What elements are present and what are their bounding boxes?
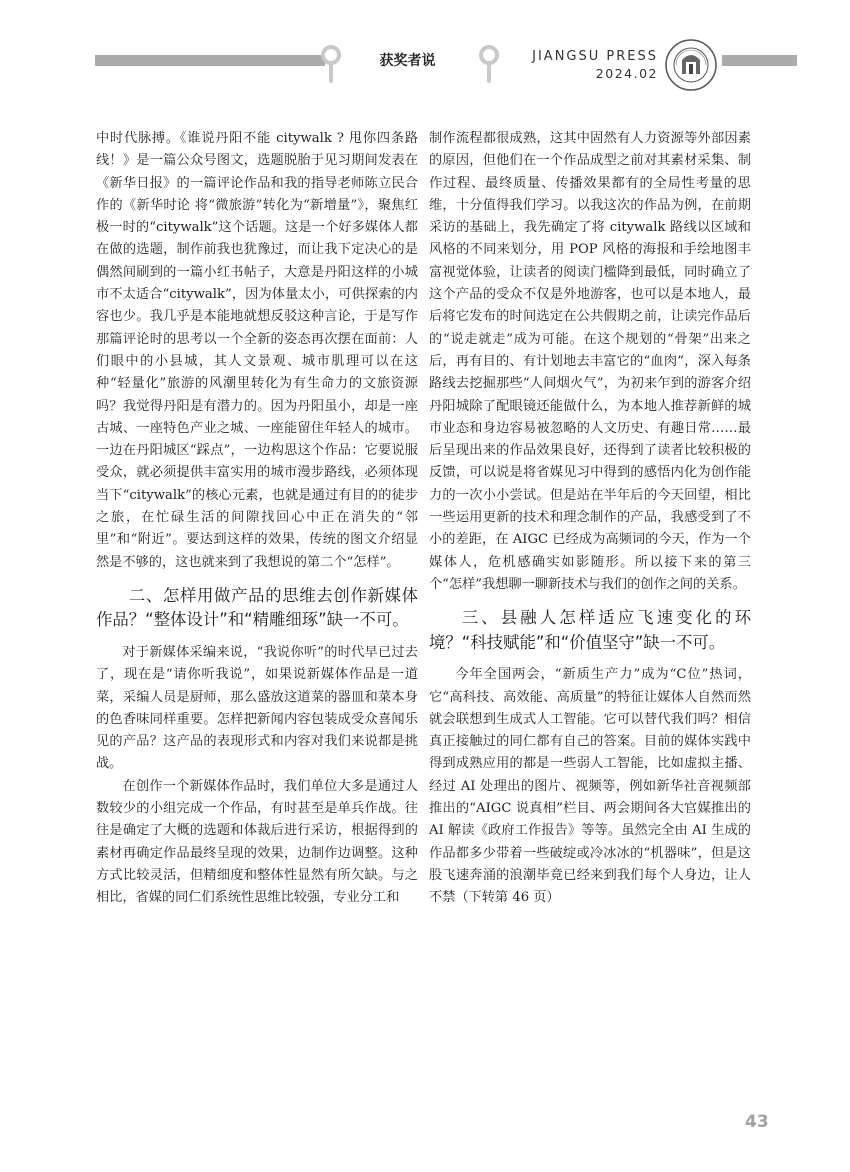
jiangsu-press-logo [664, 38, 718, 92]
header-bar-right [722, 55, 797, 66]
body-paragraph: 中时代脉搏。《谁说丹阳不能 citywalk ? 甩你四条路线！》是一篇公众号图文，选题脱胎于见习期间发表在《新华日报》的一篇评论作品和我的指导老师陈立民合作的《新华时论 将“微旅游”转化为“新增量”》，聚焦红极一时的“citywalk”这个话题。这是一个好多媒体人都在做的选题，制作前我也犹豫过，而让我下定决心的是偶然间刷到的一篇小红书帖子，大意是丹阳这样的小城市不太适合“citywalk”，因为体量太小，可供探索的内容也少。我几乎是本能地就想反驳这种言论，于是写作那篇评论时的思考以一个全新的姿态再次摆在面前：人们眼中的小县城，其人文景观、城市肌理可以在这种“轻量化”旅游的风潮里转化为有生命力的文旅资源吗？我觉得丹阳是有潜力的。因为丹阳虽小，却是一座古城、一座特色产业之城、一座能留住年轻人的城市。一边在丹阳城区“踩点”，一边构思这个作品：它要说服受众，就必须提供丰富实用的城市漫步路线，必须体现当下“citywalk”的核心元素，也就是通过有目的的徒步之旅，在忙碌生活的间隙找回心中正在消失的“邻里”和“附近”。要达到这样的效果，传统的图文介绍显然是不够的，这也就来到了我想说的第二个“怎样”。 [96, 131, 418, 570]
issue-number: 2024.02 [595, 66, 658, 81]
section-heading: 三、县融人怎样适应飞速变化的环境？“科技赋能”和“价值坚守”缺一不可。 [429, 608, 751, 652]
body-paragraph: 今年全国两会，“新质生产力”成为“C位”热词，它“高科技、高效能、高质量”的特征让媒体人自然而然就会联想到生成式人工智能。它可以替代我们吗？相信真正接触过的同仁都有自己的答案。目前的媒体实践中得到成熟应用的都是一些弱人工智能，比如虚拟主播、经过 AI 处理出的图片、视频等，例如新华社音视频部推出的“AIGC 说真相”栏目、两会期间各大官媒推出的 AI 解读《政府工作报告》等等。虽然完全由 AI 生成的作品都多少带着一些破绽或冷冰冰的“机器味”，但是这股飞速奔涌的浪潮毕竟已经来到我们每个人身边，让人不禁（下转第 46 页） [429, 667, 751, 906]
location-pin-icon [320, 44, 342, 84]
body-paragraph: 制作流程都很成熟，这其中固然有人力资源等外部因素的原因，但他们在一个作品成型之前对其素材采集、制作过程、最终质量、传播效果都有的全局性考量的思维，十分值得我们学习。以我这次的作品为例，在前期采访的基础上，我先确定了将 citywalk 路线以区域和风格的不同来划分，用 POP 风格的海报和手绘地图丰富视觉体验，让读者的阅读门槛降到最低，同时确立了这个产品的受众不仅是外地游客，也可以是本地人，最后将它发布的时间选定在公共假期之前，让读完作品后的“说走就走”成为可能。在这个规划的“骨架”出来之后，再有目的、有计划地去丰富它的“血肉”，深入每条路线去挖掘那些“人间烟火气”，为初来乍到的游客介绍丹阳城除了配眼镜还能做什么，为本地人推荐新鲜的城市业态和身边容易被忽略的人文历史、有趣日常……最后呈现出来的作品效果良好，还得到了读者比较积极的反馈，可以说是将省媒见习中得到的感悟内化为创作能力的一次小小尝试。但是站在半年后的今天回望，相比一些运用更新的技术和理念制作的产品，我感受到了不小的差距，在 AIGC 已经成为高频词的今天，作为一个媒体人，危机感确实如影随形。所以接下来的第三个“怎样”我想聊一聊新技术与我们的创作之间的关系。 [429, 131, 751, 592]
page-number: 43 [745, 1112, 769, 1132]
body-paragraph: 在创作一个新媒体作品时，我们单位大多是通过人数较少的小组完成一个作品，有时甚至是单兵作战。往往是确定了大概的选题和体裁后进行采访，根据得到的素材再确定作品最终呈现的效果，边制作边调整。这种方式比较灵活，但精细度和整体性显然有所欠缺。与之相比，省媒的同仁们系统性思维比较强，专业分工和 [96, 778, 418, 906]
section-label: 获奖者说 [379, 53, 436, 69]
body-paragraph: 对于新媒体采编来说，“我说你听”的时代早已过去了，现在是“请你听我说”，如果说新媒体作品是一道菜，采编人员是厨师，那么盛放这道菜的器皿和菜本身的色香味同样重要。怎样把新闻内容包装成受众喜闻乐见的产品？这产品的表现形式和内容对我们来说都是挑战。 [96, 644, 418, 772]
location-pin-icon [478, 44, 500, 84]
header-bar-left [95, 55, 325, 66]
journal-name: JIANGSU PRESS [532, 49, 658, 64]
section-heading: 二、怎样用做产品的思维去创作新媒体作品？“整体设计”和“精雕细琢”缺一不可。 [96, 585, 418, 630]
right-column [429, 128, 751, 910]
left-column [96, 128, 418, 910]
